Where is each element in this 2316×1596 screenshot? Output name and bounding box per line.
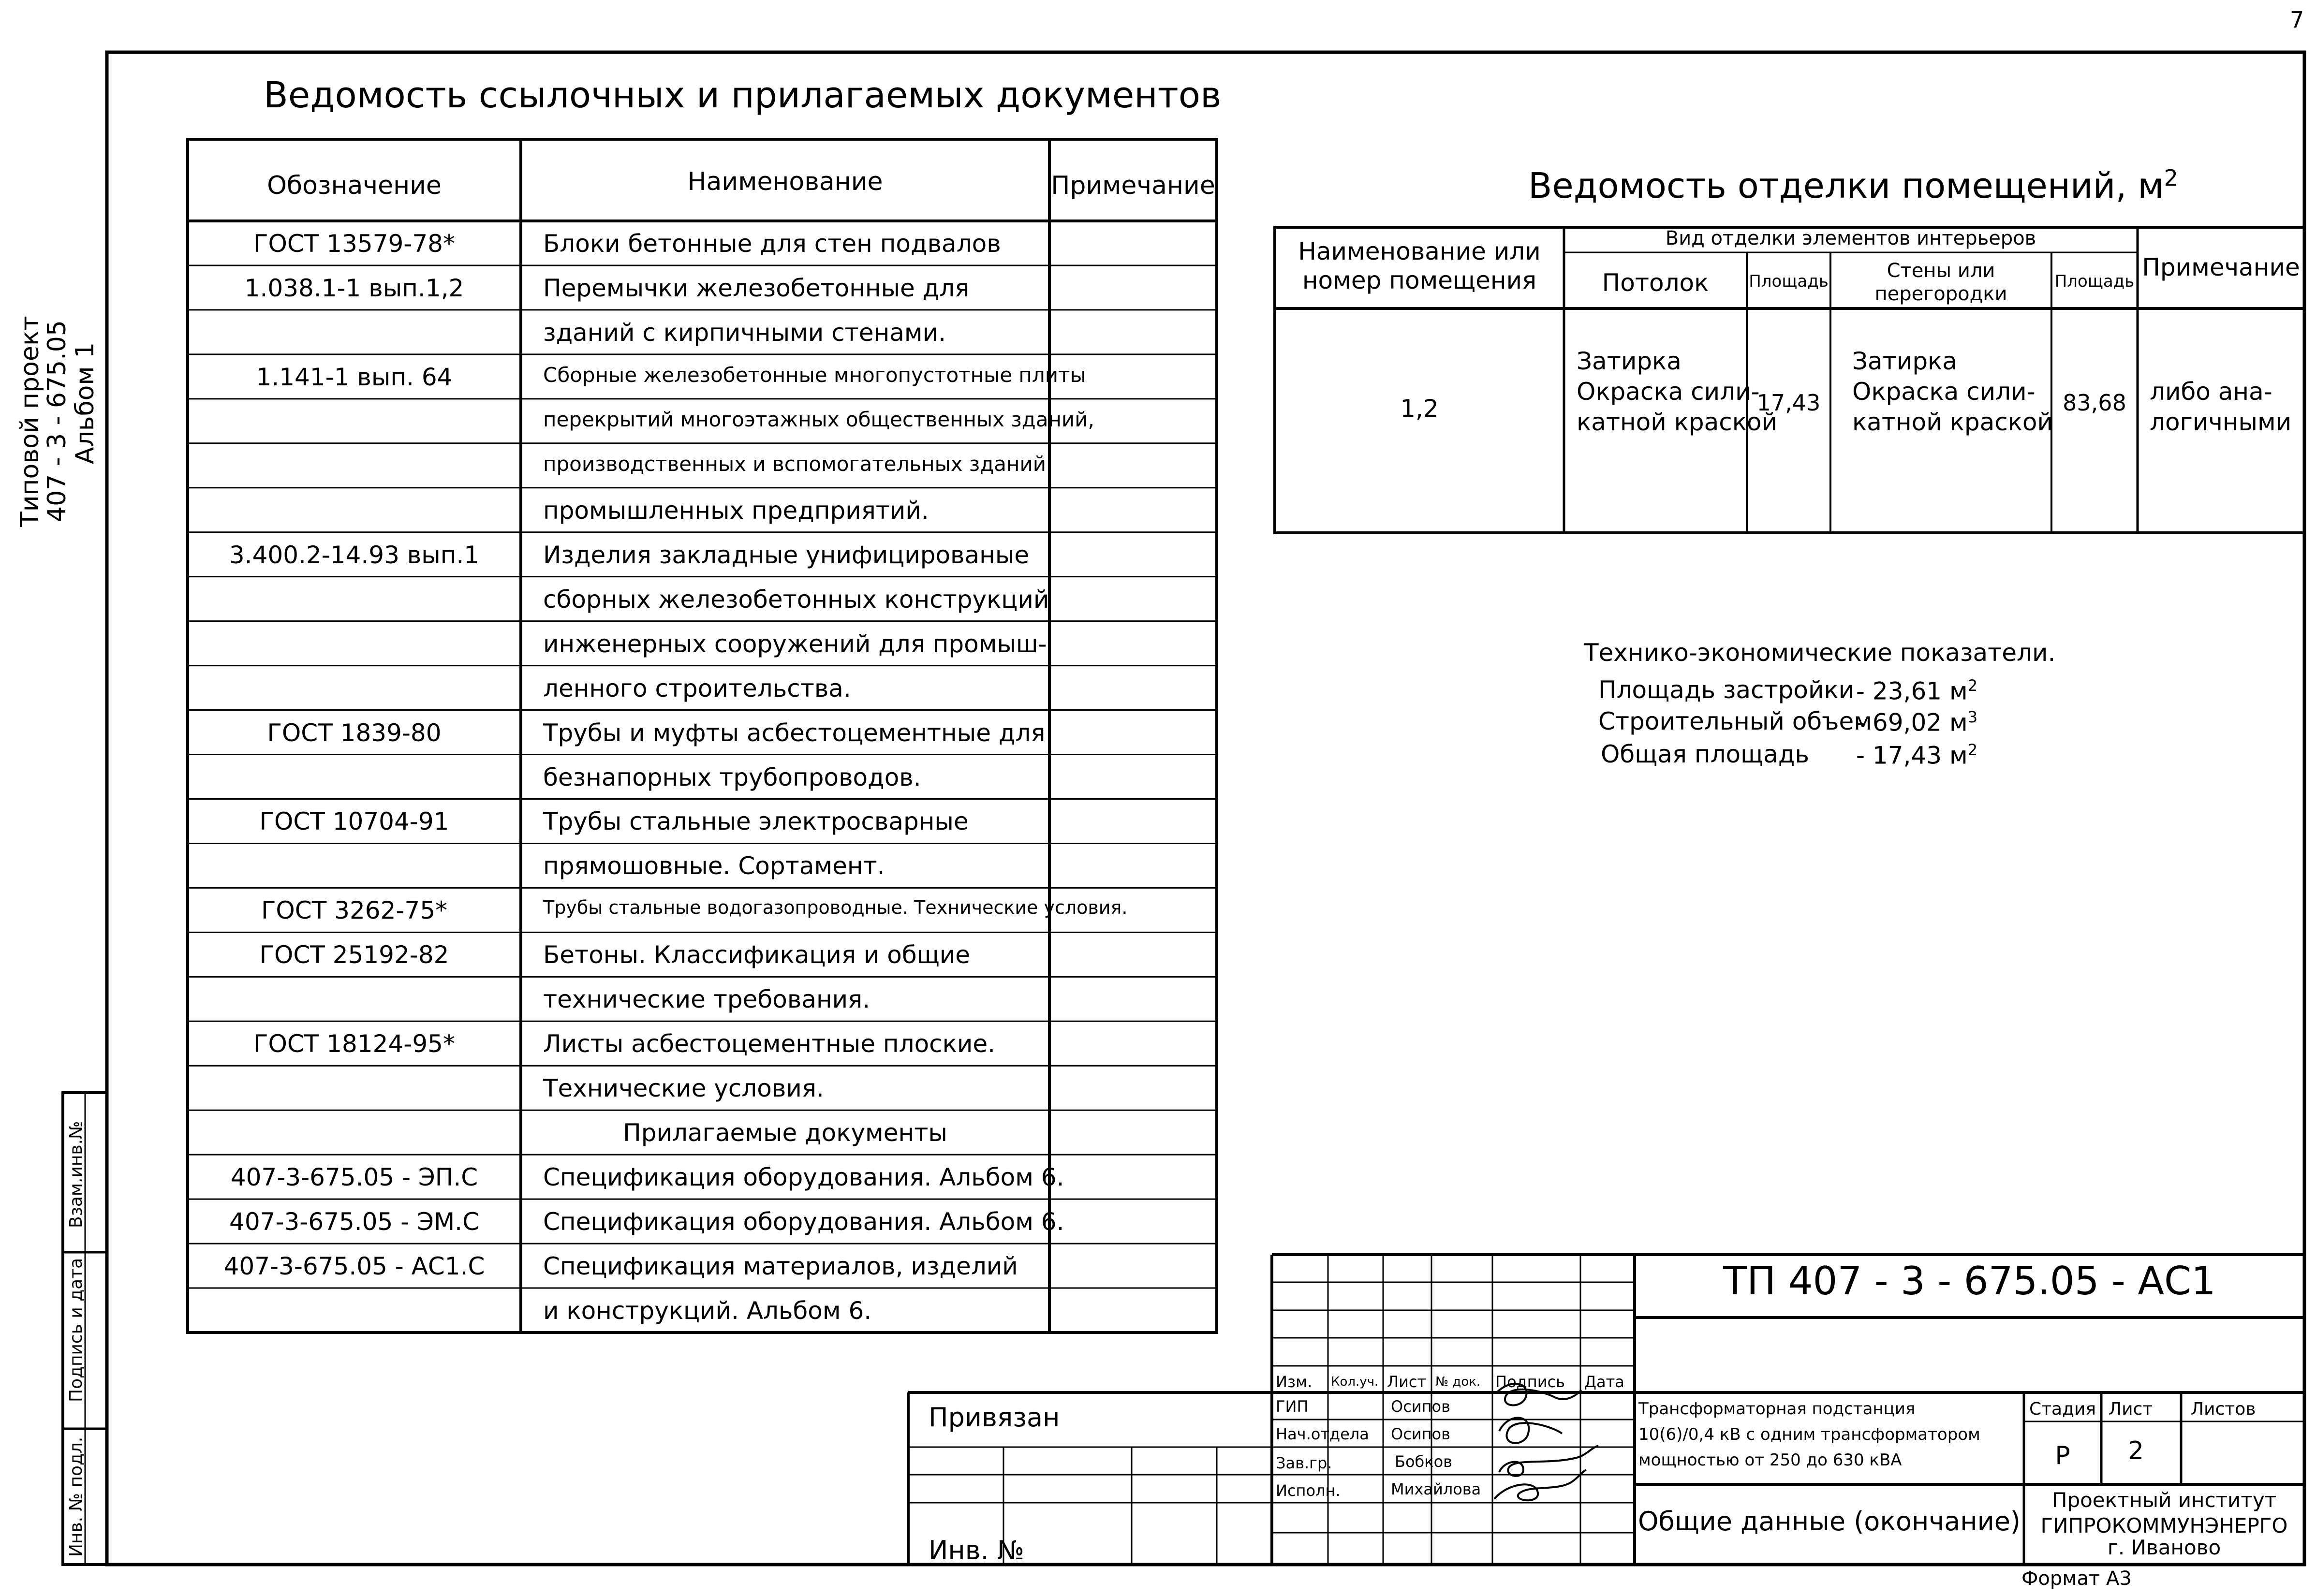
stamp-org-3: г. Иваново <box>2107 1536 2221 1559</box>
refs-cell-name: Технические условия. <box>543 1074 824 1103</box>
tep-value-1-sup: 2 <box>1967 676 1978 695</box>
side-podpis-data: Подпись и дата <box>66 1258 86 1402</box>
finish-note-2: логичными <box>2150 408 2292 436</box>
side-inv-podl: Инв. № подл. <box>66 1436 86 1557</box>
finish-h-area2: Площадь <box>2054 272 2135 291</box>
stamp-object-2: 10(6)/0,4 кВ с одним трансформатором <box>1638 1425 1980 1444</box>
refs-cell-name: Перемычки железобетонные для <box>543 274 970 302</box>
refs-cell-designation: ГОСТ 3262-75* <box>261 896 448 925</box>
table-row <box>188 755 1217 799</box>
refs-cell-name: прямошовные. Сортамент. <box>543 852 885 880</box>
table-row <box>188 1066 1217 1110</box>
tep-value-3-sup: 2 <box>1967 741 1978 759</box>
finish-title-sup: 2 <box>2164 165 2178 191</box>
table-row <box>188 1110 1217 1155</box>
table-row <box>188 310 1217 354</box>
finish-title-text: Ведомость отделки помещений, м <box>1528 165 2164 206</box>
refs-cell-name: Сборные железобетонные многопустотные плиты <box>543 363 1086 387</box>
tep-title: Технико-экономические показатели. <box>1584 639 2056 667</box>
finish-h-ceiling: Потолок <box>1602 269 1709 297</box>
table-row <box>188 265 1217 310</box>
tep-label-3: Общая площадь <box>1601 740 1809 768</box>
stamp-role-1: ГИП <box>1276 1397 1309 1416</box>
finish-note-1: либо ана- <box>2150 378 2272 406</box>
refs-cell-name: Листы асбестоцементные плоские. <box>543 1030 996 1058</box>
refs-cell-name: и конструкций. Альбом 6. <box>543 1297 872 1325</box>
tep-value-1 <box>1856 678 1977 703</box>
stamp-sheet-header: Лист <box>2109 1399 2153 1419</box>
sheet-number: 7 <box>2290 7 2304 33</box>
table-row <box>188 443 1217 488</box>
refs-cell-designation: ГОСТ 13579-78* <box>253 230 455 258</box>
refs-cell-name: производственных и вспомогательных зданий <box>543 452 1047 476</box>
refs-cell-designation: ГОСТ 18124-95* <box>253 1030 455 1058</box>
refs-cell-name: безнапорных трубопроводов. <box>543 763 921 791</box>
finish-ceiling-3: катной краской <box>1577 408 1777 436</box>
stamp-h-podpis: Подпись <box>1495 1373 1565 1391</box>
tep-value-2 <box>1856 709 1977 735</box>
finish-title <box>1528 165 2178 206</box>
refs-cell-name: Трубы стальные электросварные <box>543 807 969 836</box>
tep-value-1-text: - 23,61 м <box>1856 677 1968 705</box>
refs-cell-name: перекрытий многоэтажных общественных зданий, <box>543 407 1094 431</box>
tep-label-1: Площадь застройки <box>1598 676 1855 704</box>
stamp-stage-header: Стадия <box>2029 1399 2096 1419</box>
refs-cell-designation: ГОСТ 1839-80 <box>267 718 442 747</box>
table-row <box>188 1288 1217 1332</box>
stamp-sheet: 2 <box>2128 1436 2144 1465</box>
stamp-object-1: Трансформаторная подстанция <box>1638 1399 1916 1419</box>
refs-header-designation: Обозначение <box>267 171 442 200</box>
refs-cell-designation: 407-3-675.05 - АС1.С <box>223 1252 485 1281</box>
finish-h-group: Вид отделки элементов интерьеров <box>1665 227 2036 249</box>
refs-section-heading: Прилагаемые документы <box>623 1119 947 1147</box>
stamp-name-4: Михайлова <box>1391 1480 1481 1498</box>
finish-h-area: Площадь <box>1749 272 1829 291</box>
stamp-h-data: Дата <box>1584 1373 1624 1391</box>
stamp-h-kolich: Кол.уч. <box>1331 1375 1379 1389</box>
stamp-role-4: Исполн. <box>1276 1481 1341 1500</box>
table-row <box>188 488 1217 532</box>
stamp-doc-title: Общие данные (окончание) <box>1638 1506 2021 1537</box>
refs-cell-name: Спецификация оборудования. Альбом 6. <box>543 1208 1064 1236</box>
table-row <box>188 399 1217 443</box>
refs-cell-designation: 1.038.1-1 вып.1,2 <box>244 274 464 302</box>
refs-title: Ведомость ссылочных и прилагаемых документов <box>264 74 1222 116</box>
stamp-sheets-header: Листов <box>2191 1399 2256 1419</box>
finish-room-name: 1,2 <box>1400 395 1439 423</box>
finish-area: 17,43 <box>1756 390 1821 416</box>
stamp-stage: Р <box>2055 1441 2070 1470</box>
stamp-object-3: мощностью от 250 до 630 кВА <box>1638 1450 1902 1470</box>
stamp-code: ТП 407 - 3 - 675.05 - АС1 <box>1723 1259 2216 1303</box>
finish-h-note: Примечание <box>2142 253 2300 281</box>
tep-value-3 <box>1856 742 1977 768</box>
table-row <box>188 710 1217 755</box>
refs-cell-name: Бетоны. Классификация и общие <box>543 941 971 969</box>
refs-cell-name: Трубы стальные водогазопроводные. Технические условия. <box>543 897 1128 919</box>
table-row <box>188 1155 1217 1199</box>
stamp-name-3: Бобков <box>1395 1452 1453 1471</box>
stamp-h-list: Лист <box>1387 1373 1427 1391</box>
refs-cell-name: Спецификация оборудования. Альбом 6. <box>543 1163 1064 1192</box>
table-row <box>188 888 1217 932</box>
stamp-h-ndok: № док. <box>1435 1375 1481 1389</box>
table-row <box>188 221 1217 265</box>
signatures <box>1494 1384 1598 1500</box>
side-project-type: Типовой проект <box>15 316 44 527</box>
refs-cell-name: ленного строительства. <box>543 674 851 703</box>
stamp-format: Формат А3 <box>2021 1567 2132 1590</box>
stamp-name-2: Осипов <box>1391 1425 1450 1443</box>
signature-osipov-2 <box>1499 1418 1562 1443</box>
finish-h-name-1: Наименование или <box>1298 237 1541 265</box>
refs-header-name: Наименование <box>687 167 883 196</box>
tep-value-3-text: - 17,43 м <box>1856 741 1968 770</box>
refs-cell-designation: 407-3-675.05 - ЭП.С <box>230 1163 478 1192</box>
finish-ceiling-1: Затирка <box>1577 347 1682 375</box>
side-vzam-inv: Взам.инв.№ <box>66 1121 86 1228</box>
tep-label-2: Строительный объем <box>1598 707 1872 735</box>
table-row <box>188 1199 1217 1244</box>
refs-cell-designation: ГОСТ 25192-82 <box>259 941 449 969</box>
refs-cell-name: Блоки бетонные для стен подвалов <box>543 230 1001 258</box>
refs-cell-name: Спецификация материалов, изделий <box>543 1252 1018 1281</box>
refs-cell-designation: 1.141-1 вып. 64 <box>256 363 453 391</box>
finish-ceiling-2: Окраска сили- <box>1577 378 1760 406</box>
refs-cell-name: Изделия закладные унифицированые <box>543 541 1030 569</box>
finish-walls-3: катной краской <box>1852 408 2053 436</box>
side-album: Альбом 1 <box>71 342 100 464</box>
stamp-role-2: Нач.отдела <box>1276 1425 1369 1443</box>
refs-cell-name: зданий с кирпичными стенами. <box>543 318 946 347</box>
refs-cell-designation: ГОСТ 10704-91 <box>259 807 449 836</box>
finish-area2: 83,68 <box>2063 390 2126 416</box>
refs-cell-name: промышленных предприятий. <box>543 496 929 525</box>
table-row <box>188 799 1217 843</box>
finish-walls-1: Затирка <box>1852 347 1957 375</box>
table-row <box>188 932 1217 977</box>
table-row <box>188 1244 1217 1288</box>
finish-h-walls-2: перегородки <box>1874 283 2007 305</box>
tep-value-2-text: - 69,02 м <box>1856 708 1968 737</box>
stamp-inv: Инв. № <box>929 1535 1025 1566</box>
refs-cell-designation: 407-3-675.05 - ЭМ.С <box>229 1208 479 1236</box>
refs-cell-designation: 3.400.2-14.93 вып.1 <box>229 541 480 569</box>
refs-header-note: Примечание <box>1051 171 1215 200</box>
finish-h-name-2: номер помещения <box>1302 266 1537 294</box>
table-row <box>188 843 1217 888</box>
table-row <box>188 354 1217 399</box>
finish-h-walls-1: Стены или <box>1887 260 1995 282</box>
stamp-org-1: Проектный институт <box>2051 1488 2277 1512</box>
side-project-code: 407 - 3 - 675.05 <box>43 320 72 522</box>
table-row <box>188 532 1217 577</box>
refs-cell-name: Трубы и муфты асбестоцементные для <box>543 718 1046 747</box>
table-row <box>188 577 1217 621</box>
table-row <box>188 666 1217 710</box>
stamp-role-3: Зав.гр. <box>1276 1454 1332 1472</box>
stamp-bound: Привязан <box>929 1402 1060 1433</box>
stamp-org-2: ГИПРОКОММУНЭНЕРГО <box>2040 1514 2288 1537</box>
table-row <box>188 977 1217 1021</box>
stamp-h-izm: Изм. <box>1276 1373 1313 1391</box>
table-row <box>188 621 1217 666</box>
stamp-name-1: Осипов <box>1391 1397 1450 1416</box>
table-row <box>188 1021 1217 1066</box>
tep-value-2-sup: 3 <box>1967 708 1978 726</box>
refs-cell-name: сборных железобетонных конструкций <box>543 585 1049 614</box>
finish-walls-2: Окраска сили- <box>1852 378 2036 406</box>
refs-cell-name: технические требования. <box>543 985 870 1014</box>
refs-cell-name: инженерных сооружений для промыш- <box>543 630 1047 658</box>
